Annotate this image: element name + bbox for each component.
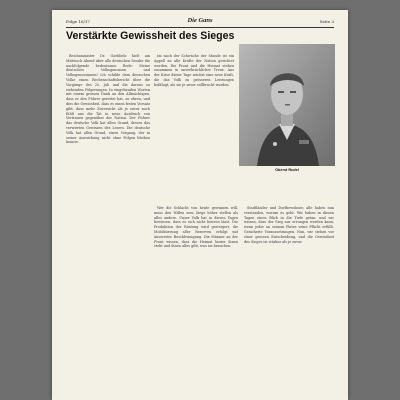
column-2-lower-text: Wer die Schlacht von heute gewinnen will, muss den Willen zum Siege höher stellen als alles andere. Unser Volk hat in diesen Tagen bewiesen, dass es sich nicht beirren lässt. Die Produktion der Rüstung wird gesteigert, die Mobilisierung aller Reserven erfolgt mit äusserster Beschleunigung. Die Männer an der Front wissen, dass die Heimat hinter ihnen steht und ihnen alles gibt, was sie brauchen. [154, 206, 238, 249]
column-2-text: Im nach der Schwäche der Stunde ist ein Appell an alle Kräfte der Nation gerichtet worden. Die Front und die Heimat stehen zusammen in unverbrüchlicher Treue. Aus der Krise dieser Tage wächst eine neue Kraft, die das Volk zu grösseren Leistungen befähigt, als sie je zuvor vollbracht wurden. [154, 54, 234, 87]
article-title: Verstärkte Gewissheit des Sieges [66, 30, 235, 42]
portrait-photo [239, 44, 335, 166]
photo-caption: Oberst Rudel [275, 168, 299, 172]
page-header [66, 17, 334, 26]
magazine-title: Die Gans [187, 17, 213, 24]
article-column-1 [66, 54, 150, 374]
article-column-2-lower [154, 206, 238, 376]
column-3-lower-text: Stadtländer und Dorfbewohner, alle haben nun verstanden, worum es geht. Wir haben in diesen Tagen einen Blick in die Tiefe getan, und wir wissen, dass der Sieg nur errungen werden kann, wenn jeder an seinem Platze seine Pflicht erfüllt. Gesicherte Voraussetzungen. Nun, wir stehen vor einer grossen Entscheidung, und die Gewissheit des Sieges ist stärker als je zuvor. [244, 206, 334, 244]
magazine-page [52, 10, 348, 400]
page-number: Seite 3 [319, 19, 334, 24]
issue-number: Folge 16/17 [66, 19, 90, 24]
header-rule [66, 27, 334, 28]
article-column-2 [154, 54, 234, 184]
column-1-text: Reichsminister Dr. Goebbels hielt am Mittwoch Abend über alle deutschen Sender die nachfolgende bedeutsame Rede: Meine deutschen Volksgenossen und Volksgenossinnen! Ich schilde dem deutschen Volke einen Rechenschaftsbericht über die Vorgänge des 20. Juli und die daraus zu ziehenden Folgerungen. In eingehenden Worten mit einem grossen Dank an den Allmächtigen, dass er den Führer gerettet hat, zu ehren, und dies die Gewissheit, dass es einen festen Vorsatz gibt, dass mehr Zuversicht als je zuvor noch fühlt uns die Tat in neue Ausdruck von Vertrauen gegenüber der Nation. Der Führer das deutsche Volk hat allen Grund, diesen das verwirrten Gewissen des Lesers. Die deutsche Volk hat allen Grund, einen Vorgang, der in seiner Auswirkung nicht ohne Folgen bleiben konnte. [66, 54, 150, 145]
article-column-3-lower [244, 206, 334, 376]
